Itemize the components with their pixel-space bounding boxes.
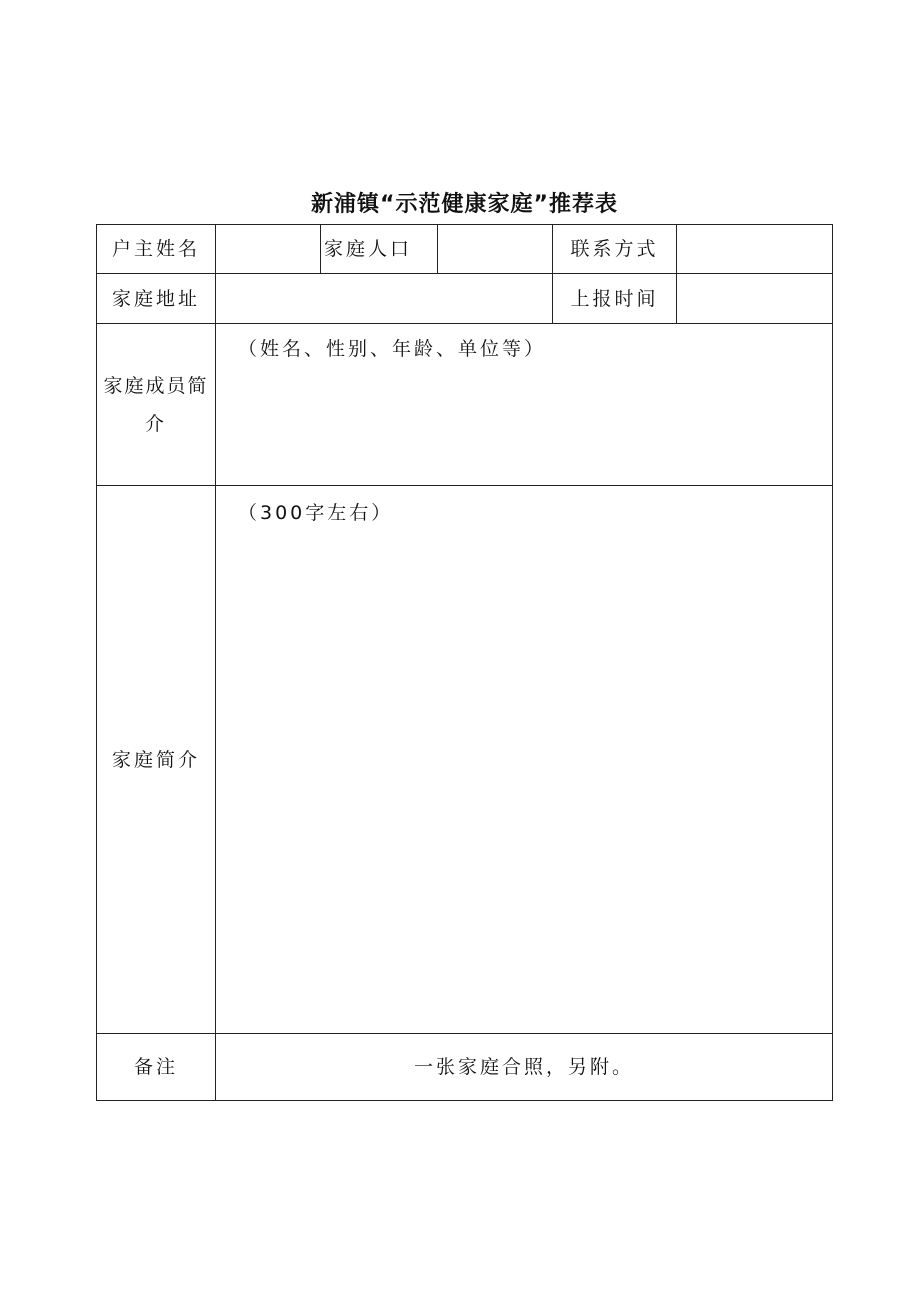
contact-field[interactable] — [677, 225, 832, 273]
household-population-field[interactable] — [438, 225, 552, 273]
family-members-label — [97, 324, 215, 485]
household-population-label: 家庭人口 — [324, 238, 413, 260]
remarks-field[interactable]: 一张家庭合照，另附。 — [413, 1056, 634, 1078]
family-intro-field[interactable] — [216, 486, 832, 1033]
report-time-label: 上报时间 — [570, 287, 659, 310]
head-of-household-label: 户主姓名 — [111, 238, 200, 260]
family-intro-label: 家庭简介 — [111, 748, 200, 771]
family-members-hint: （姓名、性别、年龄、单位等） — [238, 338, 547, 360]
table-border-right — [832, 224, 833, 1101]
family-address-label: 家庭地址 — [111, 287, 200, 310]
family-intro-hint: （300字左右） — [238, 502, 394, 524]
family-members-label-line1: 家庭成员简 — [103, 374, 209, 397]
contact-label: 联系方式 — [570, 238, 659, 260]
family-members-field[interactable] — [216, 324, 832, 485]
head-of-household-field[interactable] — [216, 225, 320, 273]
family-address-field[interactable] — [216, 274, 552, 323]
report-time-field[interactable] — [677, 274, 832, 323]
table-border-bottom — [96, 1100, 833, 1101]
remarks-label: 备注 — [133, 1056, 178, 1078]
family-members-label-line2: 介 — [144, 412, 167, 435]
form-title: 新浦镇“示范健康家庭”推荐表 — [311, 192, 618, 217]
